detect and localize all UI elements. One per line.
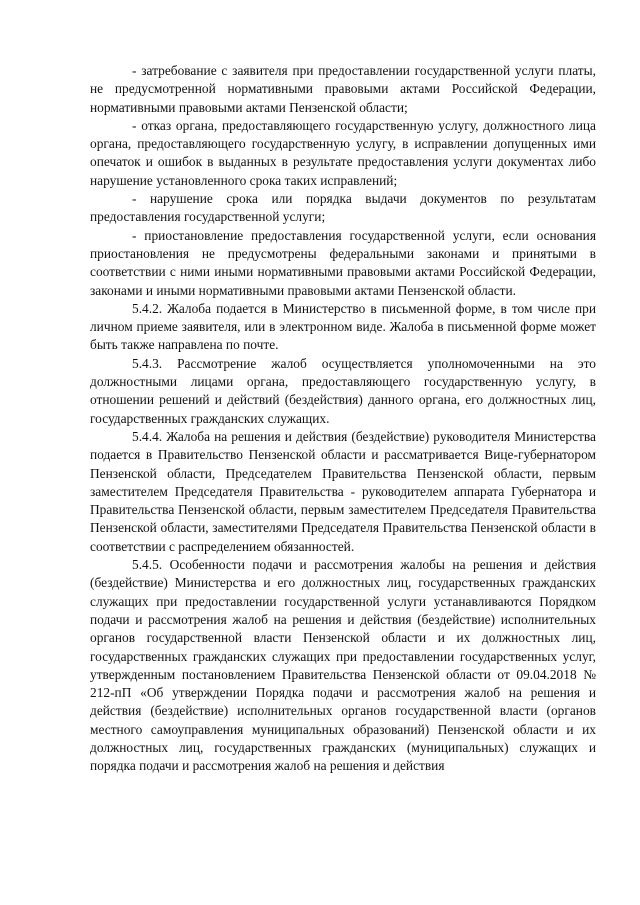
paragraph-5-4-5: 5.4.5. Особенности подачи и рассмотрения жалобы на решения и действия (бездействие) Министерства и его должностных лиц, государственных гражданских служащих при предоставлении государственной услуги устанавливаются Порядком подачи и рассмотрения жалоб на решения и действия (бездействие) исполнительных органов государственной власти Пензенской области и их должностных лиц, государственных гражданских служащих при предоставлении государственных услуг, утвержденным постановлением Правительства Пензенской области от 09.04.2018 № 212-пП «Об утверждении Порядка подачи и рассмотрения жалоб на решения и действия (бездействие) исполнительных органов государственной власти (органов местного самоуправления муниципальных образований) Пензенской области и их должностных лиц, государственных гражданских (муниципальных) служащих и порядка подачи и рассмотрения жалоб на решения и действия bbox=[90, 557, 596, 774]
paragraph-5-4-4: 5.4.4. Жалоба на решения и действия (бездействие) руководителя Министерства подается в Правительство Пензенской области и рассматривается Вице-губернатором Пензенской области, Председателем Правительства Пензенской области, первым заместителем Председателя Правительства - руководителем аппарата Губернатора и Правительства Пензенской области, первым заместителем Председателя Правительства Пензенской области, заместителями Председателя Правительства Пензенской области в соответствии с распределением обязанностей. bbox=[90, 428, 596, 554]
paragraph-demand-payment: - затребование с заявителя при предоставлении государственной услуги платы, не предусмотренной нормативными правовыми актами Российской Федерации, нормативными правовыми актами Пензенской области; bbox=[90, 63, 596, 115]
paragraph-refusal-corrections: - отказ органа, предоставляющего государственную услугу, должностного лица органа, предоставляющего государственную услугу, в исправлении допущенных ими опечаток и ошибок в выданных в результате предоставления услуги документах либо нарушение установленного срока таких исправлений; bbox=[90, 117, 596, 188]
paragraph-5-4-2: 5.4.2. Жалоба подается в Министерство в письменной форме, в том числе при личном приеме заявителя, или в электронном виде. Жалоба в письменной форме может быть также направлена по почте. bbox=[90, 300, 596, 353]
paragraph-deadline-violation: - нарушение срока или порядка выдачи документов по результатам предоставления государственной услуги; bbox=[90, 191, 596, 225]
paragraph-5-4-3: 5.4.3. Рассмотрение жалоб осуществляется уполномоченными на это должностными лицами органа, предоставляющего государственную услугу, в отношении решений и действий (бездействия) данного органа, его должностных лиц, государственных гражданских служащих. bbox=[90, 355, 596, 426]
document-page bbox=[90, 62, 596, 776]
paragraph-suspension: - приостановление предоставления государственной услуги, если основания приостановления не предусмотрены федеральными законами и принятыми в соответствии с ними иными нормативными правовыми актами Российской Федерации, законами и иными нормативными правовыми актами Пензенской области. bbox=[90, 227, 596, 298]
